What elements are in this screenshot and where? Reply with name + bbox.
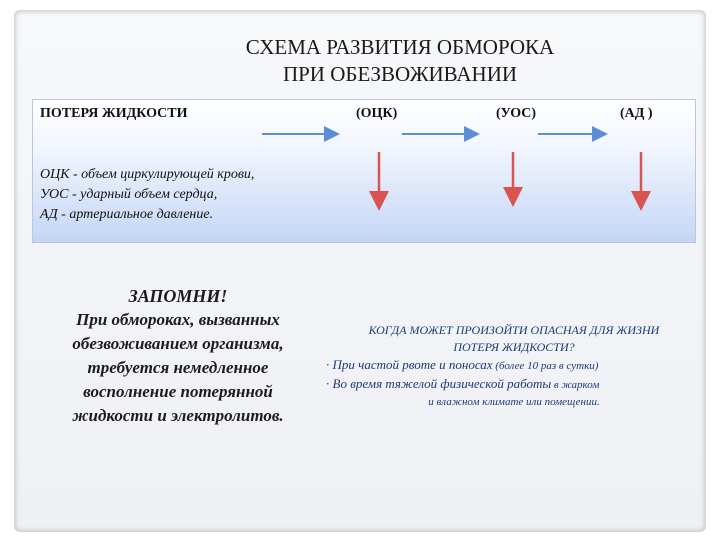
question-title-line-2: ПОТЕРЯ ЖИДКОСТИ?	[453, 340, 575, 354]
question-title-line-1: КОГДА МОЖЕТ ПРОИЗОЙТИ ОПАСНАЯ ДЛЯ ЖИЗНИ	[368, 323, 660, 337]
legend-line: УОС - ударный объем сердца,	[40, 187, 218, 202]
legend-line: ОЦК - объем циркулирующей крови,	[40, 167, 255, 182]
bullet-work-continuation: и влажном климате или помещении.	[428, 396, 600, 408]
fluid-loss-label: ПОТЕРЯ ЖИДКОСТИ	[40, 106, 188, 121]
remember-heading: ЗАПОМНИ!	[128, 286, 228, 306]
bullet-physical-work	[326, 375, 702, 394]
bullet-work-main: · Во время тяжелой физической работы	[326, 376, 552, 391]
title-line-2: ПРИ ОБЕЗВОЖИВАНИИ	[282, 62, 518, 86]
bullet-vomiting	[326, 356, 702, 375]
danger-question-block	[326, 322, 702, 411]
remember-line: При обмороках, вызванных	[76, 310, 280, 329]
remember-line: обезвоживанием организма,	[72, 334, 284, 353]
remember-line: требуется немедленное	[87, 358, 269, 377]
bullet-work-note: в жарком	[551, 379, 600, 391]
bullet-vomiting-main: · При частой рвоте и поносах	[326, 357, 493, 372]
remember-line: жидкости и электролитов.	[72, 406, 284, 425]
legend-line: АД - артериальное давление.	[40, 207, 214, 222]
ock-label: (ОЦК)	[356, 106, 398, 121]
title-line-1: СХЕМА РАЗВИТИЯ ОБМОРОКА	[245, 35, 555, 59]
remember-note	[44, 284, 312, 428]
ad-label: (АД )	[620, 106, 653, 121]
bullet-vomiting-note: (более 10 раз в сутки)	[492, 360, 599, 372]
remember-line: восполнение потерянной	[83, 382, 273, 401]
abbreviation-legend	[40, 165, 254, 225]
uos-label: (УОС)	[496, 106, 537, 121]
